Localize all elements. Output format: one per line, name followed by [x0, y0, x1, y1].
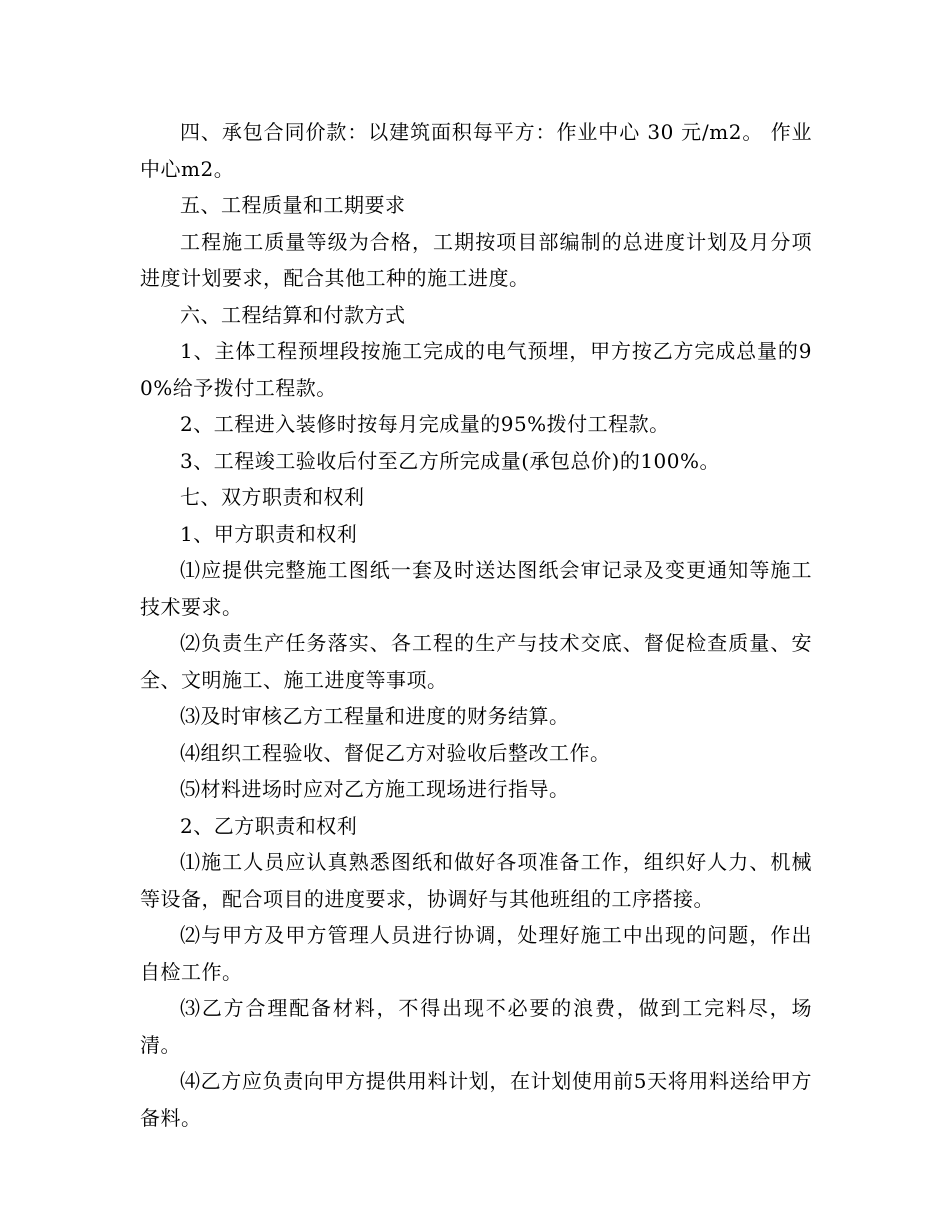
- section-7-heading: 七、双方职责和权利: [180, 485, 365, 509]
- section-5-heading: 五、工程质量和工期要求: [180, 193, 406, 217]
- section-6-item-2: 2、工程进入装修时按每月完成量的95%拨付工程款。: [180, 412, 670, 436]
- section-6-item-3: 3、工程竣工验收后付至乙方所完成量(承包总价)的100%。: [180, 448, 721, 473]
- party-b-item-1: ⑴施工人员应认真熟悉图纸和做好各项准备工作，组织好人力、机械等设备，配合项目的进度要求，协调好与其他班组的工序搭接。: [140, 850, 812, 911]
- party-a-item-4: ⑷组织工程验收、督促乙方对验收后整改工作。: [180, 740, 611, 765]
- section-5-body: 工程施工质量等级为合格，工期按项目部编制的总进度计划及月分项进度计划要求，配合其他工种的施工进度。: [140, 229, 812, 290]
- party-a-item-3: ⑶及时审核乙方工程量和进度的财务结算。: [180, 704, 570, 728]
- party-b-item-3: ⑶乙方合理配备材料，不得出现不必要的浪费，做到工完料尽，场清。: [140, 996, 812, 1057]
- party-a-item-1: ⑴应提供完整施工图纸一套及时送达图纸会审记录及变更通知等施工技术要求。: [140, 558, 812, 619]
- section-4-contract-price: 四、承包合同价款：以建筑面积每平方：作业中心 30 元/m2。 作业中心m2。: [140, 120, 812, 181]
- document-page: [140, 114, 812, 1136]
- party-b-item-4: ⑷乙方应负责向甲方提供用料计划，在计划使用前5天将用料送给甲方备料。: [140, 1069, 812, 1130]
- party-a-item-5: ⑸材料进场时应对乙方施工现场进行指导。: [180, 777, 570, 801]
- party-b-item-2: ⑵与甲方及甲方管理人员进行协调，处理好施工中出现的问题，作出自检工作。: [140, 923, 812, 984]
- party-a-heading: 1、甲方职责和权利: [180, 521, 358, 546]
- section-6-item-1: 1、主体工程预埋段按施工完成的电气预埋，甲方按乙方完成总量的90%给予拨付工程款。: [140, 339, 812, 400]
- section-6-heading: 六、工程结算和付款方式: [180, 302, 406, 327]
- party-a-item-2: ⑵负责生产任务落实、各工程的生产与技术交底、督促检查质量、安全、文明施工、施工进度等事项。: [140, 631, 812, 692]
- party-b-heading: 2、乙方职责和权利: [180, 813, 358, 838]
